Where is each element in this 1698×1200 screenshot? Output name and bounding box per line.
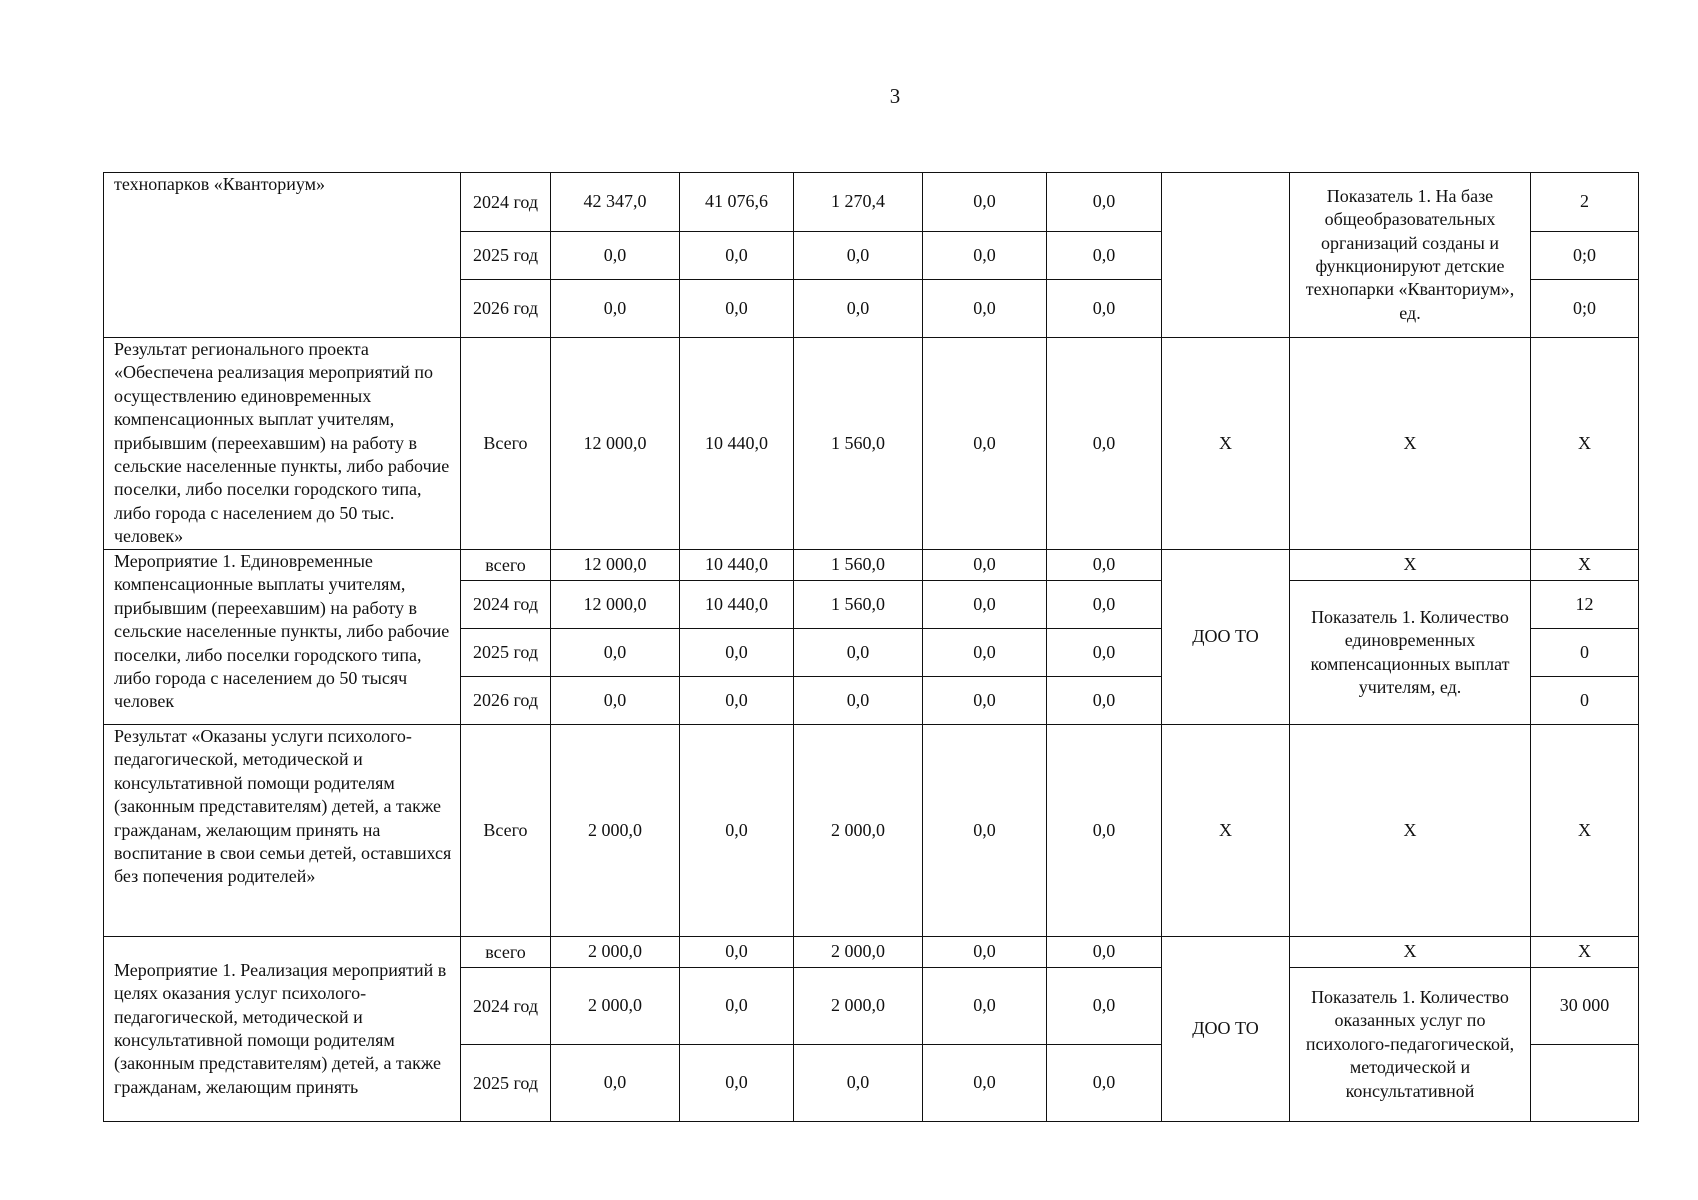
target-cell: 0	[1531, 629, 1639, 677]
amount-cell: 0,0	[923, 1045, 1047, 1122]
amount-cell: 10 440,0	[680, 550, 794, 581]
amount-cell: 1 270,4	[794, 173, 923, 232]
amount-cell: 0,0	[680, 1045, 794, 1122]
amount-cell: 0,0	[1047, 968, 1162, 1045]
amount-cell: 0,0	[1047, 725, 1162, 937]
amount-cell: 0,0	[923, 968, 1047, 1045]
amount-total: 0,0	[551, 1045, 680, 1122]
amount-cell: 0,0	[680, 629, 794, 677]
amount-cell: 1 560,0	[794, 338, 923, 550]
page-number: 3	[889, 84, 901, 108]
amount-cell: 0,0	[923, 173, 1047, 232]
row-description: Результат «Оказаны услуги психолого-педагогической, методической и консультативной помощи родителям (законным представителям) детей, а также гражданам, желающим принять на воспитание в свои семьи детей, оставшихся без попечения родителей»	[104, 725, 461, 937]
target-cell: 30 000	[1531, 968, 1639, 1045]
row-description: технопарков «Кванториум»	[104, 173, 461, 338]
amount-cell: 10 440,0	[680, 581, 794, 629]
table-row	[104, 173, 1639, 232]
amount-total: 12 000,0	[551, 338, 680, 550]
table-row	[104, 725, 1639, 937]
indicator-cell: Х	[1290, 937, 1531, 968]
amount-cell: 0,0	[923, 280, 1047, 338]
amount-cell: 0,0	[1047, 1045, 1162, 1122]
amount-cell: 0,0	[680, 937, 794, 968]
amount-cell: 0,0	[794, 280, 923, 338]
period-cell: всего	[461, 550, 551, 581]
amount-cell: 0,0	[923, 629, 1047, 677]
amount-cell: 0,0	[923, 550, 1047, 581]
amount-cell: 2 000,0	[794, 725, 923, 937]
amount-cell: 0,0	[1047, 550, 1162, 581]
target-cell: 0	[1531, 677, 1639, 725]
amount-cell: 0,0	[680, 968, 794, 1045]
amount-total: 0,0	[551, 280, 680, 338]
period-cell: 2026 год	[461, 280, 551, 338]
target-cell: 0;0	[1531, 232, 1639, 280]
amount-total: 2 000,0	[551, 725, 680, 937]
amount-cell: 0,0	[680, 725, 794, 937]
amount-total: 0,0	[551, 629, 680, 677]
budget-table	[103, 172, 1639, 1122]
indicator-cell: Х	[1290, 550, 1531, 581]
period-cell: 2026 год	[461, 677, 551, 725]
amount-cell: 1 560,0	[794, 550, 923, 581]
amount-cell: 1 560,0	[794, 581, 923, 629]
amount-cell: 0,0	[923, 937, 1047, 968]
indicator-cell: Показатель 1. Количество единовременных компенсационных выплат учителям, ед.	[1290, 581, 1531, 725]
table-row	[104, 937, 1639, 968]
target-cell: Х	[1531, 550, 1639, 581]
amount-cell: 0,0	[1047, 338, 1162, 550]
amount-cell: 0,0	[794, 629, 923, 677]
executor-cell: ДОО ТО	[1162, 550, 1290, 725]
period-cell: 2024 год	[461, 173, 551, 232]
amount-cell: 2 000,0	[794, 968, 923, 1045]
target-cell: Х	[1531, 937, 1639, 968]
amount-cell: 0,0	[1047, 280, 1162, 338]
executor-cell: Х	[1162, 725, 1290, 937]
period-cell: всего	[461, 937, 551, 968]
period-cell: 2024 год	[461, 968, 551, 1045]
row-description: Мероприятие 1. Единовременные компенсационные выплаты учителям, прибывшим (переехавшим) на работу в сельские населенные пункты, либо рабочие поселки, либо поселки городского типа, либо города с населением до 50 тысяч человек	[104, 550, 461, 725]
amount-cell: 0,0	[923, 725, 1047, 937]
executor-cell: ДОО ТО	[1162, 937, 1290, 1122]
amount-cell: 0,0	[794, 232, 923, 280]
period-cell: Всего	[461, 338, 551, 550]
amount-total: 12 000,0	[551, 581, 680, 629]
amount-cell: 0,0	[794, 1045, 923, 1122]
period-cell: Всего	[461, 725, 551, 937]
indicator-cell: Х	[1290, 725, 1531, 937]
amount-cell: 0,0	[1047, 232, 1162, 280]
amount-cell: 0,0	[794, 677, 923, 725]
amount-cell: 0,0	[923, 338, 1047, 550]
amount-cell: 0,0	[1047, 173, 1162, 232]
target-cell	[1531, 1045, 1639, 1122]
indicator-cell: Показатель 1. На базе общеобразовательных организаций созданы и функционируют детские технопарки «Кванториум», ед.	[1290, 173, 1531, 338]
amount-cell: 0,0	[1047, 937, 1162, 968]
period-cell: 2025 год	[461, 629, 551, 677]
period-cell: 2025 год	[461, 232, 551, 280]
target-cell: Х	[1531, 725, 1639, 937]
amount-cell: 0,0	[923, 677, 1047, 725]
target-cell: 12	[1531, 581, 1639, 629]
period-cell: 2025 год	[461, 1045, 551, 1122]
executor-cell	[1162, 173, 1290, 338]
amount-cell: 0,0	[680, 280, 794, 338]
target-cell: Х	[1531, 338, 1639, 550]
amount-total: 0,0	[551, 232, 680, 280]
target-cell: 2	[1531, 173, 1639, 232]
amount-cell: 41 076,6	[680, 173, 794, 232]
period-cell: 2024 год	[461, 581, 551, 629]
amount-total: 0,0	[551, 677, 680, 725]
amount-total: 2 000,0	[551, 968, 680, 1045]
amount-cell: 0,0	[1047, 629, 1162, 677]
row-description: Мероприятие 1. Реализация мероприятий в целях оказания услуг психолого-педагогической, методической и консультативной помощи родителям (законным представителям) детей, а также гражданам, желающим принять	[104, 937, 461, 1122]
table-row	[104, 550, 1639, 581]
row-description: Результат регионального проекта «Обеспечена реализация мероприятий по осуществлению единовременных компенсационных выплат учителям, прибывшим (переехавшим) на работу в сельские населенные пункты, либо рабочие поселки, либо поселки городского типа, либо города с населением до 50 тыс. человек»	[104, 338, 461, 550]
amount-cell: 0,0	[1047, 677, 1162, 725]
table-row	[104, 338, 1639, 550]
amount-cell: 0,0	[923, 581, 1047, 629]
amount-cell: 0,0	[680, 677, 794, 725]
amount-total: 42 347,0	[551, 173, 680, 232]
executor-cell: Х	[1162, 338, 1290, 550]
amount-cell: 2 000,0	[794, 937, 923, 968]
indicator-cell: Показатель 1. Количество оказанных услуг по психолого-педагогической, методической и консультативной	[1290, 968, 1531, 1122]
amount-cell: 10 440,0	[680, 338, 794, 550]
amount-cell: 0,0	[1047, 581, 1162, 629]
amount-total: 12 000,0	[551, 550, 680, 581]
target-cell: 0;0	[1531, 280, 1639, 338]
amount-cell: 0,0	[680, 232, 794, 280]
amount-cell: 0,0	[923, 232, 1047, 280]
indicator-cell: Х	[1290, 338, 1531, 550]
amount-total: 2 000,0	[551, 937, 680, 968]
